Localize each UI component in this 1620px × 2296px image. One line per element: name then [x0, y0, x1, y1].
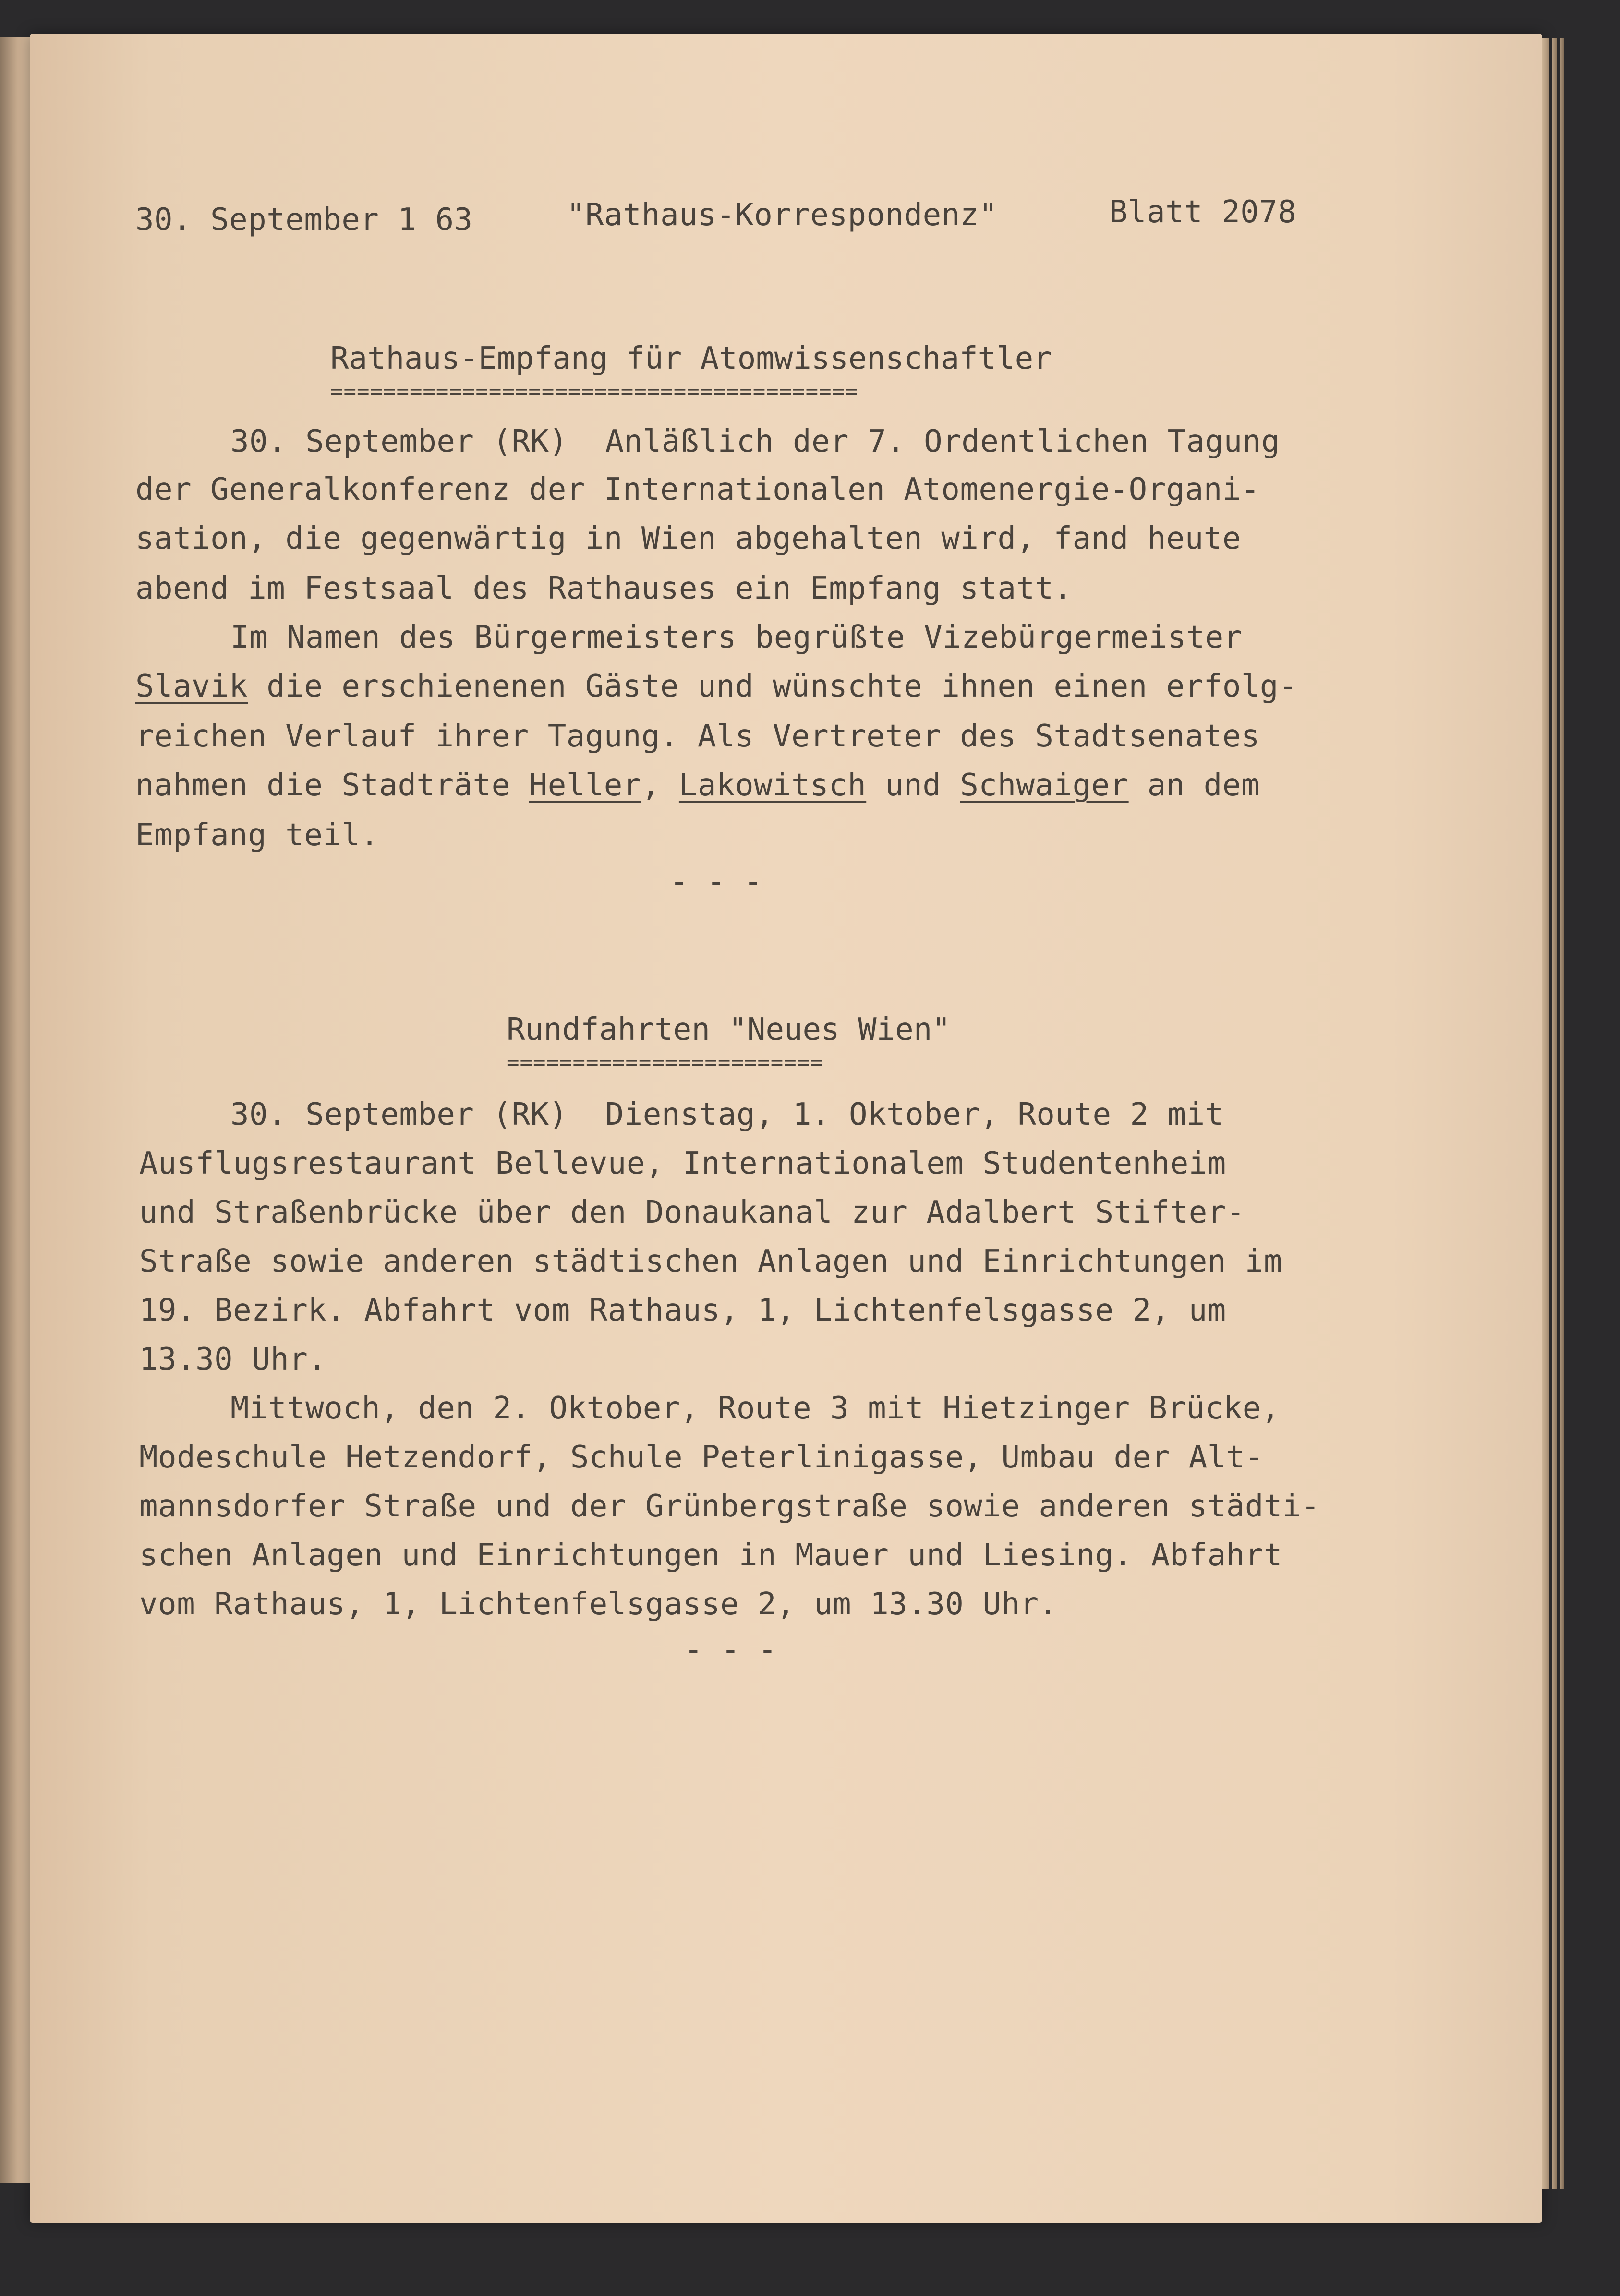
article1-line-8: nahmen die Stadträte Heller, Lakowitsch und Schwaiger an dem [135, 768, 1260, 803]
name-schwaiger: Schwaiger [960, 768, 1129, 803]
article2-line-1: 30. September (RK) Dienstag, 1. Oktober, Route 2 mit [230, 1097, 1224, 1132]
name-slavik: Slavik [135, 669, 248, 704]
article2-line-8: Modeschule Hetzendorf, Schule Peterlinigasse, Umbau der Alt- [139, 1440, 1264, 1475]
article1-title-rule: ======================================== [330, 379, 858, 404]
page-stack-edge [1560, 38, 1564, 2189]
article1-line-4: abend im Festsaal des Rathauses ein Empfang statt. [135, 571, 1073, 606]
article1-line-3: sation, die gegenwärtig in Wien abgehalten wird, fand heute [135, 521, 1241, 556]
article2-line-4: Straße sowie anderen städtischen Anlagen und Einrichtungen im [139, 1244, 1282, 1279]
article1-title: Rathaus-Empfang für Atomwissenschaftler [330, 341, 1052, 376]
article1-line-1: 30. September (RK) Anläßlich der 7. Ordentlichen Tagung [230, 424, 1280, 459]
article1-line-9: Empfang teil. [135, 817, 379, 853]
name-lakowitsch: Lakowitsch [678, 768, 867, 803]
article1-line-5: Im Namen des Bürgermeisters begrüßte Vizebürgermeister [230, 620, 1243, 655]
article1-line-7: reichen Verlauf ihrer Tagung. Als Vertreter des Stadtsenates [135, 719, 1260, 754]
article2-title-rule: ======================== [507, 1050, 823, 1075]
article2-line-3: und Straßenbrücke über den Donaukanal zur Adalbert Stifter- [139, 1195, 1245, 1230]
article2-line-10: schen Anlagen und Einrichtungen in Mauer und Liesing. Abfahrt [139, 1538, 1282, 1573]
article2-line-11: vom Rathaus, 1, Lichtenfelsgasse 2, um 13.30 Uhr. [139, 1587, 1058, 1622]
article2-separator: - - - [684, 1632, 777, 1668]
article2-line-7: Mittwoch, den 2. Oktober, Route 3 mit Hietzinger Brücke, [230, 1391, 1280, 1426]
article2-line-5: 19. Bezirk. Abfahrt vom Rathaus, 1, Lichtenfelsgasse 2, um [139, 1293, 1226, 1328]
header-date: 30. September 1 63 [135, 202, 473, 238]
name-heller: Heller [529, 768, 641, 803]
article2-line-2: Ausflugsrestaurant Bellevue, Internationalem Studentenheim [139, 1146, 1226, 1181]
page-stack-edge [1552, 38, 1557, 2189]
article2-line-9: mannsdorfer Straße und der Grünbergstraße sowie anderen städti- [139, 1489, 1320, 1524]
article2-line-6: 13.30 Uhr. [139, 1342, 327, 1377]
article2-title: Rundfahrten "Neues Wien" [507, 1012, 951, 1047]
page-stack-edge [1542, 38, 1549, 2189]
article1-line-2: der Generalkonferenz der Internationalen Atomenergie-Organi- [135, 472, 1260, 507]
article1-line-6: Slavik die erschienenen Gäste und wünschte ihnen einen erfolg- [135, 669, 1297, 704]
header-sheet: Blatt 2078 [1109, 194, 1297, 230]
header-publication: "Rathaus-Korrespondenz" [567, 197, 998, 233]
article1-separator: - - - [670, 864, 762, 900]
